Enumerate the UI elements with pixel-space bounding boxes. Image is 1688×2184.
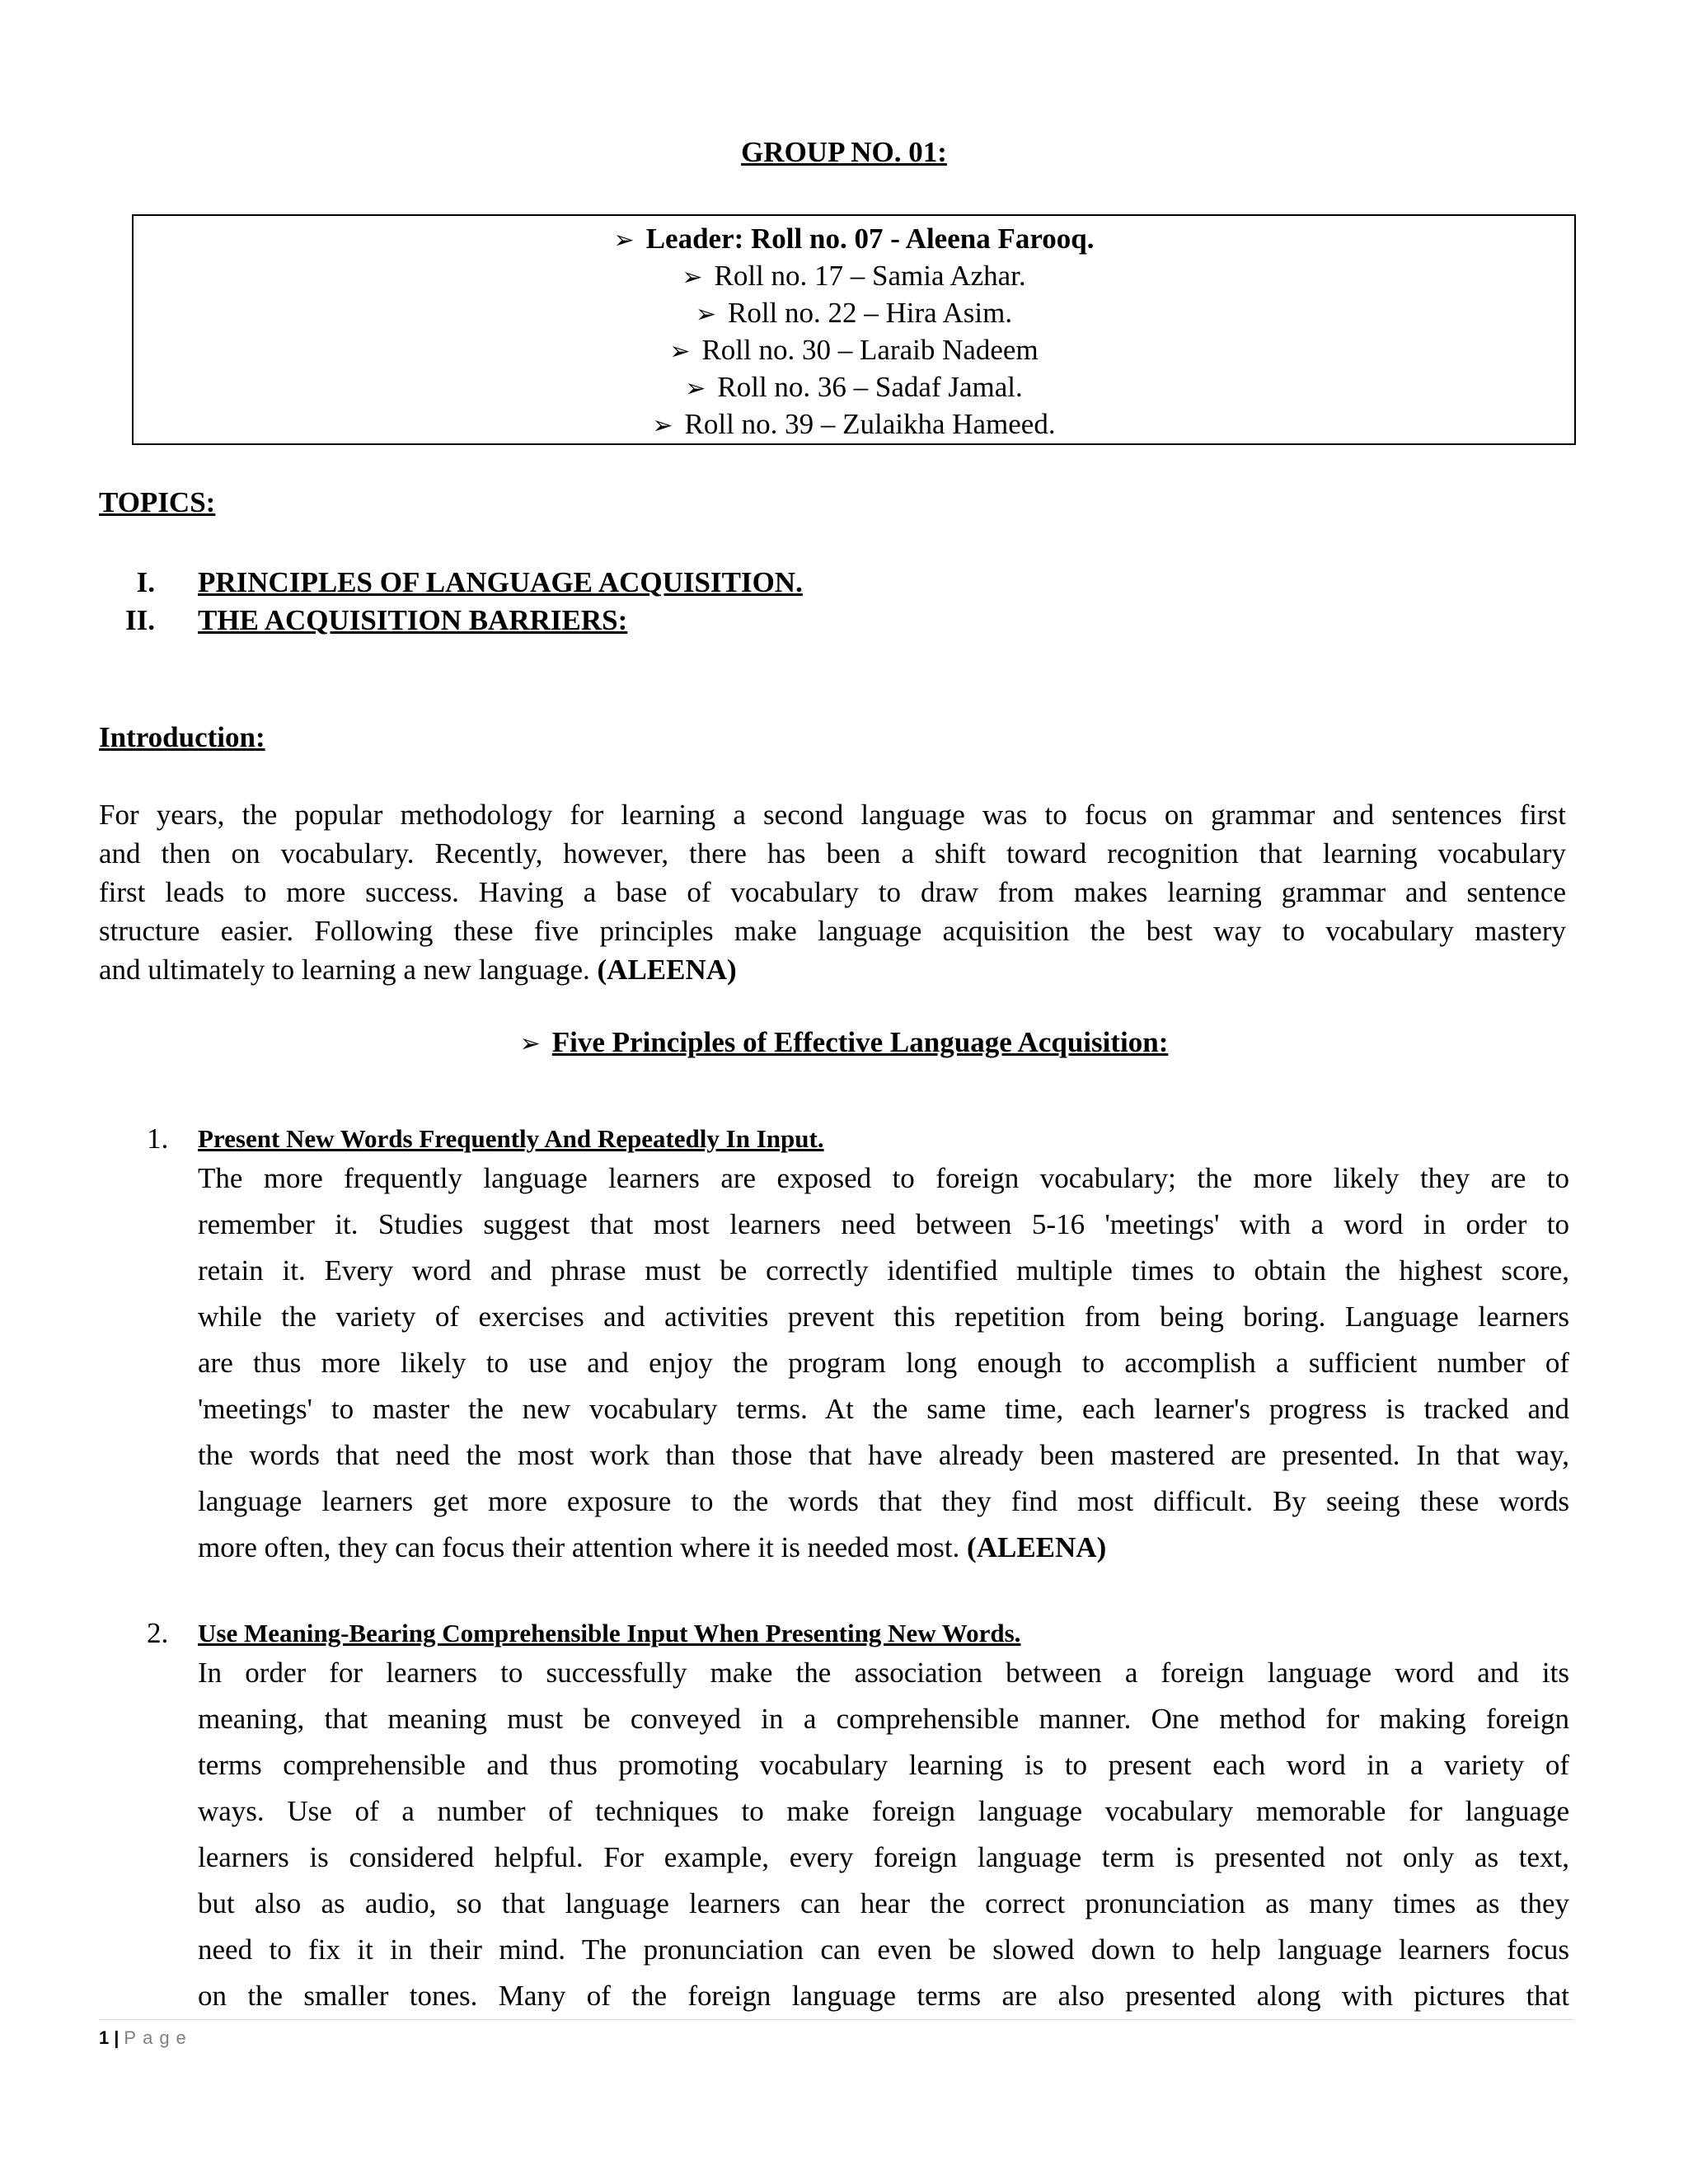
page-footer xyxy=(99,2027,193,2049)
paragraph-line: and ultimately to learning a new language. (ALEENA) xyxy=(99,954,737,986)
paragraph-line: remember it. Studies suggest that most learners need between 5-16 'meetings' with a word in order to xyxy=(198,1208,1569,1240)
paragraph-line: language learners get more exposure to the words that they find most difficult. By seeing these words xyxy=(198,1485,1569,1517)
paragraph-line: In order for learners to successfully make the association between a foreign language word and its xyxy=(198,1657,1569,1689)
paragraph-line: For years, the popular methodology for learning a second language was to focus on grammar and sentences first xyxy=(99,799,1566,831)
footer-divider xyxy=(99,2019,1574,2020)
member-item: ➢ Roll no. 17 – Samia Azhar. xyxy=(682,260,1026,292)
group-title: GROUP NO. 01: xyxy=(741,136,947,168)
principle-item xyxy=(147,1617,1569,2019)
paragraph-line: The more frequently language learners are exposed to foreign vocabulary; the more likely they are to xyxy=(198,1162,1569,1194)
arrow-bullet-icon: ➢ xyxy=(669,337,691,366)
arrow-bullet-icon: ➢ xyxy=(695,300,716,329)
member-item: ➢ Roll no. 39 – Zulaikha Hameed. xyxy=(652,408,1056,440)
paragraph-line: first leads to more success. Having a base of vocabulary to draw from makes learning grammar and sentence xyxy=(99,876,1566,908)
member-item: ➢ Roll no. 22 – Hira Asim. xyxy=(695,297,1013,329)
paragraph-line: on the smaller tones. Many of the foreign language terms are also presented along with pictures that xyxy=(198,1980,1569,2012)
principle-body xyxy=(198,1155,1569,1571)
author-tag: (ALEENA) xyxy=(967,1531,1107,1563)
paragraph-line: learners is considered helpful. For example, every foreign language term is presented not only as text, xyxy=(198,1841,1569,1873)
paragraph-line: while the variety of exercises and activities prevent this repetition from being boring. Language learners xyxy=(198,1301,1569,1333)
principle-body xyxy=(198,1650,1569,2019)
paragraph-line: but also as audio, so that language learners can hear the correct pronunciation as many times as they xyxy=(198,1887,1569,1919)
author-tag: (ALEENA) xyxy=(597,954,737,986)
topics-heading: TOPICS: xyxy=(99,486,216,518)
topic-text: PRINCIPLES OF LANGUAGE ACQUISITION. xyxy=(198,566,803,598)
paragraph-line: meaning, that meaning must be conveyed in a comprehensible manner. One method for making foreign xyxy=(198,1703,1569,1735)
paragraph-line: are thus more likely to use and enjoy the program long enough to accomplish a sufficient number of xyxy=(198,1347,1569,1379)
member-leader: ➢ Leader: Roll no. 07 - Aleena Farooq. xyxy=(613,223,1095,255)
paragraph-line: 'meetings' to master the new vocabulary terms. At the same time, each learner's progress is tracked and xyxy=(198,1393,1569,1425)
introduction-paragraph xyxy=(99,795,1566,989)
member-item: ➢ Roll no. 36 – Sadaf Jamal. xyxy=(685,371,1023,403)
paragraph-line: and then on vocabulary. Recently, however, there has been a shift toward recognition that learning vocabulary xyxy=(99,837,1566,869)
introduction-heading: Introduction: xyxy=(99,721,265,753)
arrow-bullet-icon: ➢ xyxy=(613,226,635,255)
principle-item xyxy=(147,1122,1569,1571)
member-item: ➢ Roll no. 30 – Laraib Nadeem xyxy=(669,334,1039,366)
page-label: Page xyxy=(124,2027,193,2048)
paragraph-line: the words that need the most work than those that have already been mastered are presented. In that way, xyxy=(198,1439,1569,1471)
topic-number: I. xyxy=(136,566,155,598)
principle-title: Use Meaning-Bearing Comprehensible Input When Presenting New Words. xyxy=(198,1619,1021,1647)
principles-heading: ➢ Five Principles of Effective Language Acquisition: xyxy=(519,1026,1169,1058)
arrow-bullet-icon: ➢ xyxy=(652,411,673,440)
page-number: 1 xyxy=(99,2027,110,2048)
paragraph-line: more often, they can focus their attention where it is needed most. (ALEENA) xyxy=(198,1531,1107,1563)
paragraph-line: retain it. Every word and phrase must be correctly identified multiple times to obtain the highest score, xyxy=(198,1254,1569,1286)
principle-number: 2. xyxy=(147,1617,169,1649)
principle-title: Present New Words Frequently And Repeatedly In Input. xyxy=(198,1124,824,1153)
paragraph-line: ways. Use of a number of techniques to make foreign language vocabulary memorable for language xyxy=(198,1795,1569,1827)
footer-separator: | xyxy=(114,2027,120,2048)
topic-text: THE ACQUISITION BARRIERS: xyxy=(198,604,628,636)
arrow-bullet-icon: ➢ xyxy=(685,374,706,403)
paragraph-line: structure easier. Following these five principles make language acquisition the best way to vocabulary mastery xyxy=(99,915,1566,947)
topic-number: II. xyxy=(125,604,155,636)
paragraph-line: need to fix it in their mind. The pronunciation can even be slowed down to help language learners focus xyxy=(198,1933,1569,1966)
principle-number: 1. xyxy=(147,1122,169,1155)
arrow-bullet-icon: ➢ xyxy=(519,1029,541,1058)
arrow-bullet-icon: ➢ xyxy=(682,263,703,292)
paragraph-line: terms comprehensible and thus promoting vocabulary learning is to present each word in a variety of xyxy=(198,1749,1569,1781)
member-list-box xyxy=(132,214,1576,445)
